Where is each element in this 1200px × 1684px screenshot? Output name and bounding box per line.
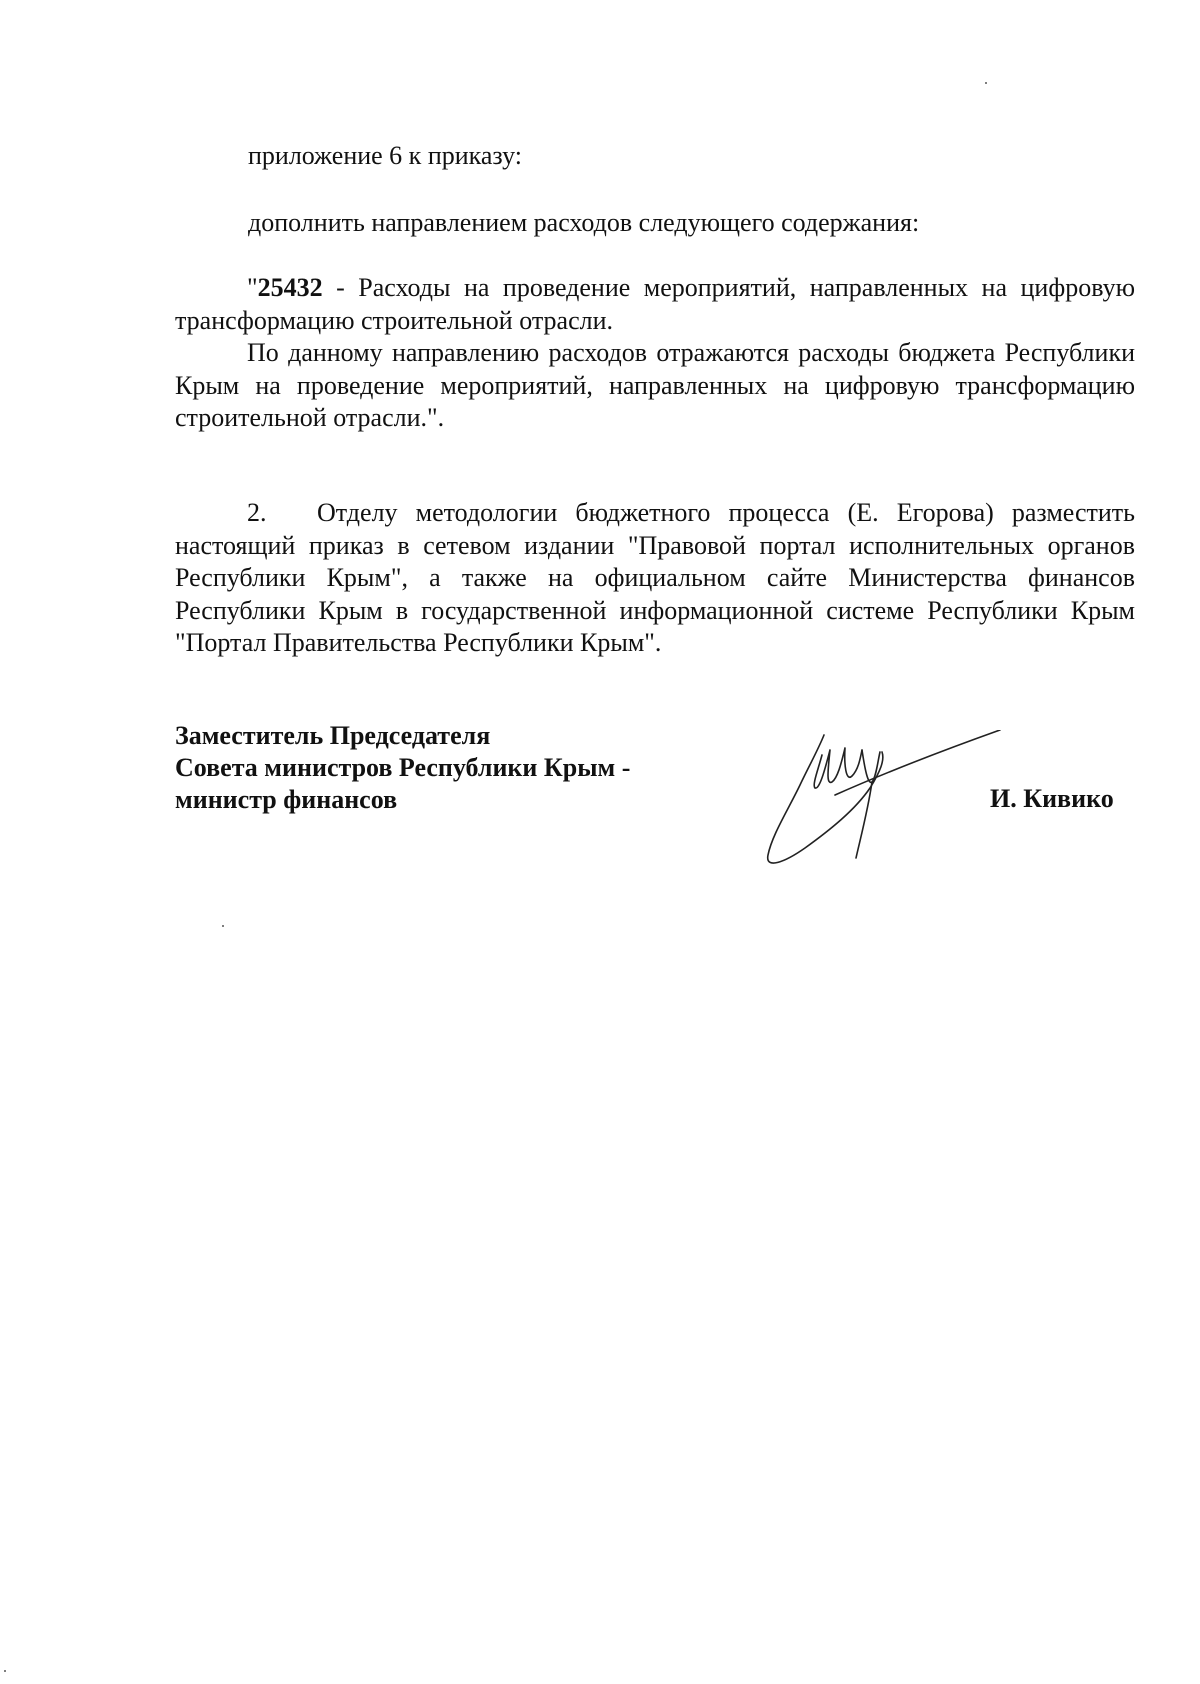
handwritten-signature <box>760 730 1010 880</box>
appendix-reference: приложение 6 к приказу: <box>248 141 523 170</box>
item-2-paragraph <box>175 497 1135 660</box>
item-2-text: Отделу методологии бюджетного процесса (Е. Егорова) разместить настоящий приказ в сетевом издании "Правовой портал исполнительных органов Республики Крым", а также на официальном сайте Министерства финансов Республики Крым в государственной информационной системе Республики Крым "Портал Правительства Республики Крым". <box>175 498 1135 657</box>
signatory-title-line-3: министр финансов <box>175 785 398 814</box>
amendment-instruction: дополнить направлением расходов следующего содержания: <box>248 208 920 237</box>
code-dash: - <box>322 273 359 302</box>
expense-code-title: Расходы на проведение мероприятий, направленных на цифровую трансформацию строительной отрасли. <box>175 273 1135 335</box>
expense-code: 25432 <box>257 273 323 302</box>
signatory-title-line-1: Заместитель Председателя <box>175 721 491 750</box>
expense-code-paragraph <box>175 272 1135 337</box>
item-2-number: 2. <box>247 498 267 527</box>
expense-description-paragraph <box>175 337 1135 435</box>
scan-speck-top-right <box>985 82 987 84</box>
signatory-title <box>175 720 630 816</box>
open-quote: " <box>247 273 258 302</box>
scan-speck-bottom-left <box>4 1670 6 1672</box>
scan-speck-left <box>222 925 224 927</box>
expense-description: По данному направлению расходов отражаются расходы бюджета Республики Крым на проведение мероприятий, направленных на цифровую трансформацию строительной отрасли.". <box>175 338 1135 432</box>
signatory-title-line-2: Совета министров Республики Крым - <box>175 753 631 782</box>
signer-name: И. Кивико <box>990 784 1114 813</box>
